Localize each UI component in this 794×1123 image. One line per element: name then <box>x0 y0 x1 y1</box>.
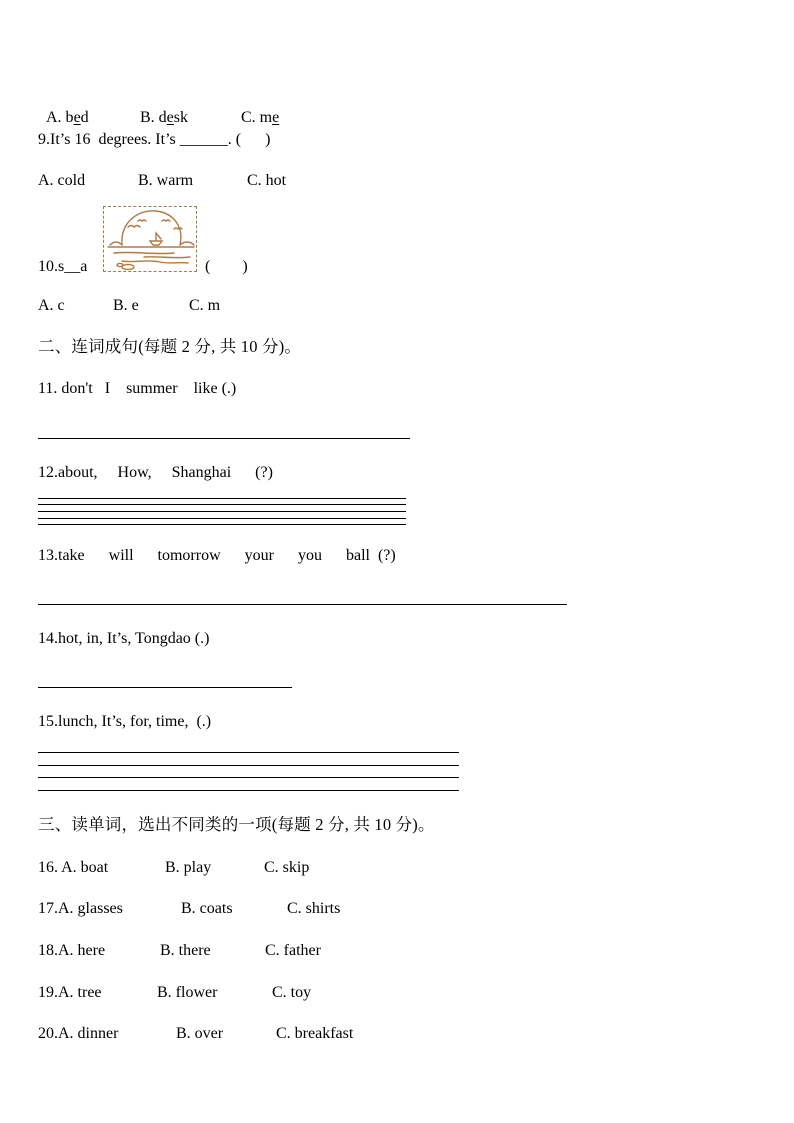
q10-options <box>38 296 220 316</box>
q20-option-b: B. over <box>176 1025 224 1042</box>
q9-stem: 9.It’s 16 degrees. It’s ______. ( ) <box>38 131 271 148</box>
q16-option-c: C. skip <box>264 859 310 876</box>
q12-answer-line-4[interactable] <box>38 518 406 519</box>
q8-option-a: A. bed <box>46 109 89 126</box>
sea-sunset-illustration <box>103 206 197 272</box>
q20-option-a: 20.A. dinner <box>38 1025 119 1042</box>
q17-options <box>38 899 340 919</box>
q12-answer-line-5[interactable] <box>38 524 406 525</box>
q14-words: 14.hot, in, It’s, Tongdao (.) <box>38 630 210 647</box>
q18-option-b: B. there <box>160 942 211 959</box>
q13-words: 13.take will tomorrow your you ball (?) <box>38 547 396 564</box>
q19-options <box>38 983 311 1003</box>
q12-answer-line-3[interactable] <box>38 511 406 512</box>
q11-answer-line[interactable] <box>38 438 410 439</box>
q12-answer-line-1[interactable] <box>38 498 406 499</box>
q14-answer-line[interactable] <box>38 687 292 688</box>
sea-sunset-icon <box>104 207 196 271</box>
q18-option-a: 18.A. here <box>38 942 106 959</box>
q19-option-a: 19.A. tree <box>38 984 102 1001</box>
q15-words: 15.lunch, It’s, for, time, (.) <box>38 713 212 730</box>
q12-answer-line-2[interactable] <box>38 504 406 505</box>
q10-stem: 10.s__a <box>38 258 88 275</box>
q8-options <box>38 88 279 128</box>
q19-option-b: B. flower <box>157 984 218 1001</box>
q15-answer-line-3[interactable] <box>38 777 459 778</box>
q17-option-c: C. shirts <box>287 900 341 917</box>
q16-option-a: 16. A. boat <box>38 859 109 876</box>
q10-answer-paren: ( ) <box>205 258 248 275</box>
q15-answer-line-4[interactable] <box>38 790 459 791</box>
q9-options <box>38 171 286 191</box>
q15-answer-line-2[interactable] <box>38 765 459 766</box>
q16-option-b: B. play <box>165 859 212 876</box>
q9-option-c: C. hot <box>247 172 287 189</box>
q17-option-a: 17.A. glasses <box>38 900 123 917</box>
q8-option-b: B. desk <box>140 109 189 126</box>
q10-option-a: A. c <box>38 297 65 314</box>
q10-option-b: B. e <box>113 297 139 314</box>
q16-options <box>38 858 309 878</box>
section-3-heading: 三、读单词，选出不同类的一项(每题 2 分, 共 10 分)。 <box>38 815 435 834</box>
q10-option-c: C. m <box>189 297 221 314</box>
section-2-heading: 二、连词成句(每题 2 分, 共 10 分)。 <box>38 337 302 356</box>
q20-option-c: C. breakfast <box>276 1025 354 1042</box>
q20-options <box>38 1024 353 1044</box>
q9-option-a: A. cold <box>38 172 86 189</box>
q15-answer-line-1[interactable] <box>38 752 459 753</box>
q9-option-b: B. warm <box>138 172 194 189</box>
q18-option-c: C. father <box>265 942 321 959</box>
q8-option-c: C. me <box>241 109 280 126</box>
q19-option-c: C. toy <box>272 984 312 1001</box>
q18-options <box>38 941 321 961</box>
q13-answer-line[interactable] <box>38 604 567 605</box>
q11-words: 11. don't I summer like (.) <box>38 380 237 397</box>
q17-option-b: B. coats <box>181 900 233 917</box>
q12-words: 12.about, How, Shanghai (?) <box>38 464 273 481</box>
